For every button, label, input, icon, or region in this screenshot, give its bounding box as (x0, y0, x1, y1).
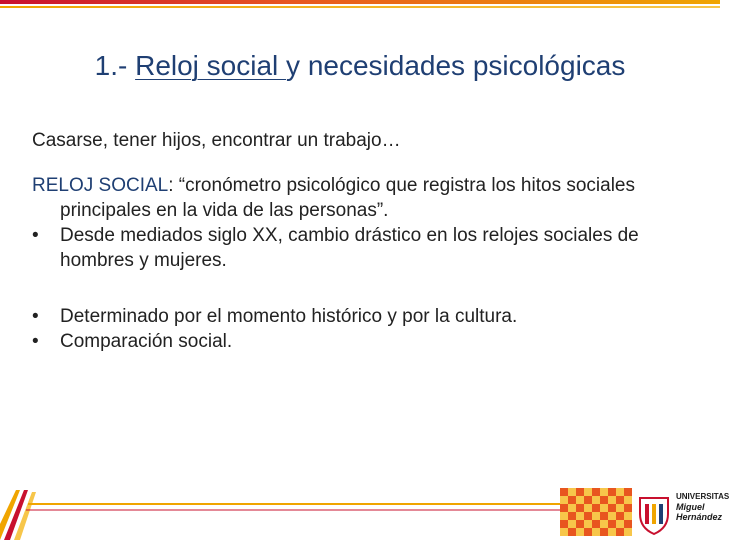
university-logo (632, 488, 729, 540)
bullet-text: Comparación social. (60, 331, 233, 352)
university-emblem-icon (636, 494, 672, 536)
slide-title (0, 50, 720, 82)
intro-text: Casarse, tener hijos, encontrar un trabajo… (32, 130, 401, 151)
bullet-text: Determinado por el momento histórico y por la cultura. (60, 306, 518, 327)
logo-line-1: UNIVERSITAS (676, 492, 729, 501)
slide-body (32, 128, 692, 354)
top-stripe-primary (0, 0, 720, 4)
bottom-left-stripes (0, 490, 36, 540)
logo-wordmark (676, 492, 729, 522)
bullet-item (32, 304, 692, 329)
bullet-icon: • (32, 225, 39, 246)
title-underlined-term: Reloj social (135, 50, 287, 81)
definition-paragraph (32, 173, 692, 223)
bottom-decoration (0, 484, 720, 540)
bullet-icon: • (32, 306, 39, 327)
definition-term: RELOJ SOCIAL (32, 175, 169, 196)
top-decoration (0, 0, 720, 10)
definition-text: : “cronómetro psicológico que registra los hitos sociales principales en la vida de las personas”. (60, 175, 635, 221)
logo-line-3: Hernández (676, 512, 723, 522)
bullet-item (32, 329, 692, 354)
spacer (32, 273, 692, 304)
bottom-rule (26, 504, 632, 510)
bullet-text: Desde mediados siglo XX, cambio drástico en los relojes sociales de hombres y mujeres. (60, 225, 639, 271)
logo-line-2: Miguel (676, 502, 705, 512)
title-number: 1.- (94, 50, 136, 81)
title-rest: y necesidades psicológicas (286, 50, 626, 81)
bullet-item (32, 223, 692, 273)
bullet-icon: • (32, 331, 39, 352)
top-stripe-secondary (0, 6, 720, 8)
